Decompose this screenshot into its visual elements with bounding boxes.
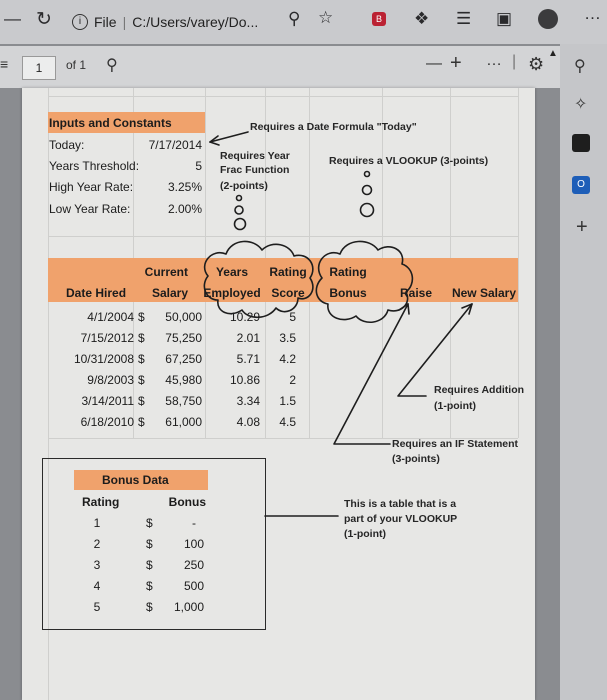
sidebar-office-icon[interactable] bbox=[572, 134, 590, 152]
sidebar-outlook-icon[interactable]: O bbox=[572, 176, 590, 194]
header-date-hired: Date Hired bbox=[66, 286, 127, 300]
header-score-1: Rating bbox=[269, 265, 307, 279]
thought-dot bbox=[235, 206, 243, 214]
header-years-1: Years bbox=[215, 265, 249, 279]
high-year-rate-label: High Year Rate: bbox=[49, 180, 134, 194]
date-cell: 7/15/2012 bbox=[80, 331, 134, 345]
header-bonus-2: Bonus bbox=[329, 286, 367, 300]
header-salary-2: Salary bbox=[151, 286, 188, 300]
high-year-rate-value: 3.25% bbox=[167, 180, 202, 194]
file-label: File bbox=[94, 14, 117, 30]
sidebar-shopping-icon[interactable]: ✧ bbox=[574, 96, 588, 113]
bonus-value-cell: 1,000 bbox=[173, 600, 204, 614]
years-threshold-value: 5 bbox=[195, 159, 202, 173]
bonus-rating-cell: 3 bbox=[93, 558, 101, 572]
bonus-value-cell: 500 bbox=[183, 579, 204, 593]
score-cell: 1.5 bbox=[279, 394, 296, 408]
bonus-value-cell: - bbox=[192, 516, 196, 530]
gear-icon[interactable]: ⚙ bbox=[528, 54, 545, 74]
collections-icon[interactable]: ▣ bbox=[496, 9, 513, 28]
currency-cell: $ bbox=[138, 352, 145, 366]
years-cell: 2.01 bbox=[236, 331, 260, 345]
years-threshold-label: Years Threshold: bbox=[49, 159, 140, 173]
date-cell: 9/8/2003 bbox=[87, 373, 134, 387]
bonus-rating-cell: 5 bbox=[93, 600, 101, 614]
thought-dot bbox=[361, 204, 374, 217]
info-icon[interactable]: i bbox=[72, 14, 88, 30]
bonus-currency-cell: $ bbox=[146, 516, 153, 530]
thought-dot bbox=[365, 172, 370, 177]
bonus-currency-cell: $ bbox=[146, 600, 153, 614]
bonus-rating-cell: 2 bbox=[93, 537, 101, 551]
pdf-page bbox=[22, 88, 535, 700]
note-date-formula: Requires a Date Formula "Today" bbox=[250, 121, 417, 133]
header-new-salary: New Salary bbox=[451, 286, 517, 300]
find-icon[interactable]: ⚲ bbox=[106, 57, 118, 74]
date-cell: 3/14/2011 bbox=[81, 394, 134, 408]
arrow-if bbox=[334, 304, 408, 444]
note-if-2: (3-points) bbox=[392, 453, 440, 465]
salary-cell: 45,980 bbox=[165, 373, 202, 387]
bonus-value-cell: 250 bbox=[183, 558, 204, 572]
score-cell: 2 bbox=[289, 373, 296, 387]
score-cell: 3.5 bbox=[279, 331, 296, 345]
zoom-out-button[interactable]: — bbox=[426, 55, 442, 72]
more-tools-button[interactable]: … bbox=[486, 52, 502, 69]
bonus-table-title: Bonus Data bbox=[102, 473, 169, 487]
date-cell: 4/1/2004 bbox=[87, 310, 134, 324]
salary-cell: 50,000 bbox=[165, 310, 202, 324]
bonus-currency-cell: $ bbox=[146, 558, 153, 572]
pdf-toolbar bbox=[0, 46, 560, 88]
bonus-col-rating: Rating bbox=[82, 495, 120, 509]
arrow-addition bbox=[398, 304, 472, 396]
years-cell: 10.29 bbox=[229, 310, 260, 324]
bonus-rating-cell: 4 bbox=[93, 579, 101, 593]
bonus-currency-cell: $ bbox=[146, 537, 153, 551]
date-cell: 10/31/2008 bbox=[73, 352, 134, 366]
salary-cell: 61,000 bbox=[165, 415, 202, 429]
score-cell: 4.2 bbox=[279, 352, 296, 366]
thought-dot bbox=[363, 186, 372, 195]
header-raise: Raise bbox=[399, 286, 433, 300]
read-aloud-icon[interactable]: ☆ bbox=[318, 8, 334, 27]
page-number-input[interactable]: 1 bbox=[22, 56, 56, 80]
handwritten-annotations bbox=[22, 88, 535, 700]
refresh-icon[interactable]: ↻ bbox=[36, 9, 52, 30]
low-year-rate-value: 2.00% bbox=[167, 202, 202, 216]
cloud-bonus bbox=[316, 241, 412, 322]
address-divider: | bbox=[122, 14, 127, 30]
note-if-1: Requires an IF Statement bbox=[392, 438, 519, 450]
currency-cell: $ bbox=[138, 394, 145, 408]
currency-cell: $ bbox=[138, 331, 145, 345]
profile-avatar[interactable] bbox=[538, 9, 558, 29]
salary-cell: 75,250 bbox=[165, 331, 202, 345]
thought-dot bbox=[235, 219, 246, 230]
low-year-rate-label: Low Year Rate: bbox=[49, 202, 131, 216]
header-bonus-1: Rating bbox=[329, 265, 367, 279]
currency-cell: $ bbox=[138, 310, 145, 324]
header-score-2: Score bbox=[271, 286, 305, 300]
favorites-icon[interactable]: ☰ bbox=[456, 9, 472, 28]
note-table-1: This is a table that is a bbox=[344, 498, 457, 510]
bonus-value-cell: 100 bbox=[183, 537, 204, 551]
toolbar-divider: | bbox=[512, 53, 517, 70]
cloud-years bbox=[204, 241, 313, 317]
scroll-up-arrow[interactable]: ▲ bbox=[548, 48, 558, 59]
contents-icon[interactable]: ≡ bbox=[0, 56, 9, 72]
salary-cell: 58,750 bbox=[165, 394, 202, 408]
score-cell: 4.5 bbox=[279, 415, 296, 429]
address-text[interactable]: C:/Users/varey/Do... bbox=[132, 14, 259, 30]
back-icon[interactable]: — bbox=[4, 9, 21, 28]
browser-sidebar bbox=[560, 44, 607, 700]
note-yearfrac-3: (2-points) bbox=[220, 180, 268, 192]
note-table-2: part of your VLOOKUP bbox=[344, 513, 458, 525]
zoom-search-icon[interactable]: ⚲ bbox=[288, 9, 301, 28]
years-cell: 4.08 bbox=[236, 415, 260, 429]
header-years-2: Employed bbox=[203, 286, 261, 300]
inputs-header: Inputs and Constants bbox=[49, 116, 172, 130]
currency-cell: $ bbox=[138, 415, 145, 429]
thought-dot bbox=[237, 196, 242, 201]
note-yearfrac-1: Requires Year bbox=[220, 150, 290, 162]
currency-cell: $ bbox=[138, 373, 145, 387]
salary-cell: 67,250 bbox=[165, 352, 202, 366]
date-cell: 6/18/2010 bbox=[80, 415, 134, 429]
years-cell: 10.86 bbox=[229, 373, 260, 387]
bonus-col-bonus: Bonus bbox=[168, 495, 206, 509]
sidebar-add-icon[interactable]: + bbox=[576, 216, 588, 238]
today-value: 7/17/2014 bbox=[148, 138, 202, 152]
browser-titlebar bbox=[0, 0, 607, 44]
today-label: Today: bbox=[49, 138, 85, 152]
note-table-3: (1-point) bbox=[344, 528, 386, 540]
extensions-puzzle-icon[interactable]: ❖ bbox=[414, 9, 430, 28]
note-addition-2: (1-point) bbox=[434, 400, 476, 412]
extension-icon[interactable]: B bbox=[372, 12, 386, 26]
settings-more-icon[interactable]: … bbox=[584, 4, 601, 23]
note-yearfrac-2: Frac Function bbox=[220, 164, 290, 176]
address-bar[interactable] bbox=[72, 10, 342, 34]
score-cell: 5 bbox=[289, 310, 296, 324]
years-cell: 3.34 bbox=[236, 394, 260, 408]
bonus-currency-cell: $ bbox=[146, 579, 153, 593]
years-cell: 5.71 bbox=[236, 352, 260, 366]
sidebar-search-icon[interactable]: ⚲ bbox=[574, 58, 586, 75]
bonus-rating-cell: 1 bbox=[93, 516, 101, 530]
page-total: of 1 bbox=[66, 58, 87, 72]
note-vlookup: Requires a VLOOKUP (3-points) bbox=[329, 155, 489, 167]
header-salary-1: Current bbox=[144, 265, 188, 279]
note-addition-1: Requires Addition bbox=[434, 384, 525, 396]
zoom-in-button[interactable]: + bbox=[450, 52, 462, 74]
